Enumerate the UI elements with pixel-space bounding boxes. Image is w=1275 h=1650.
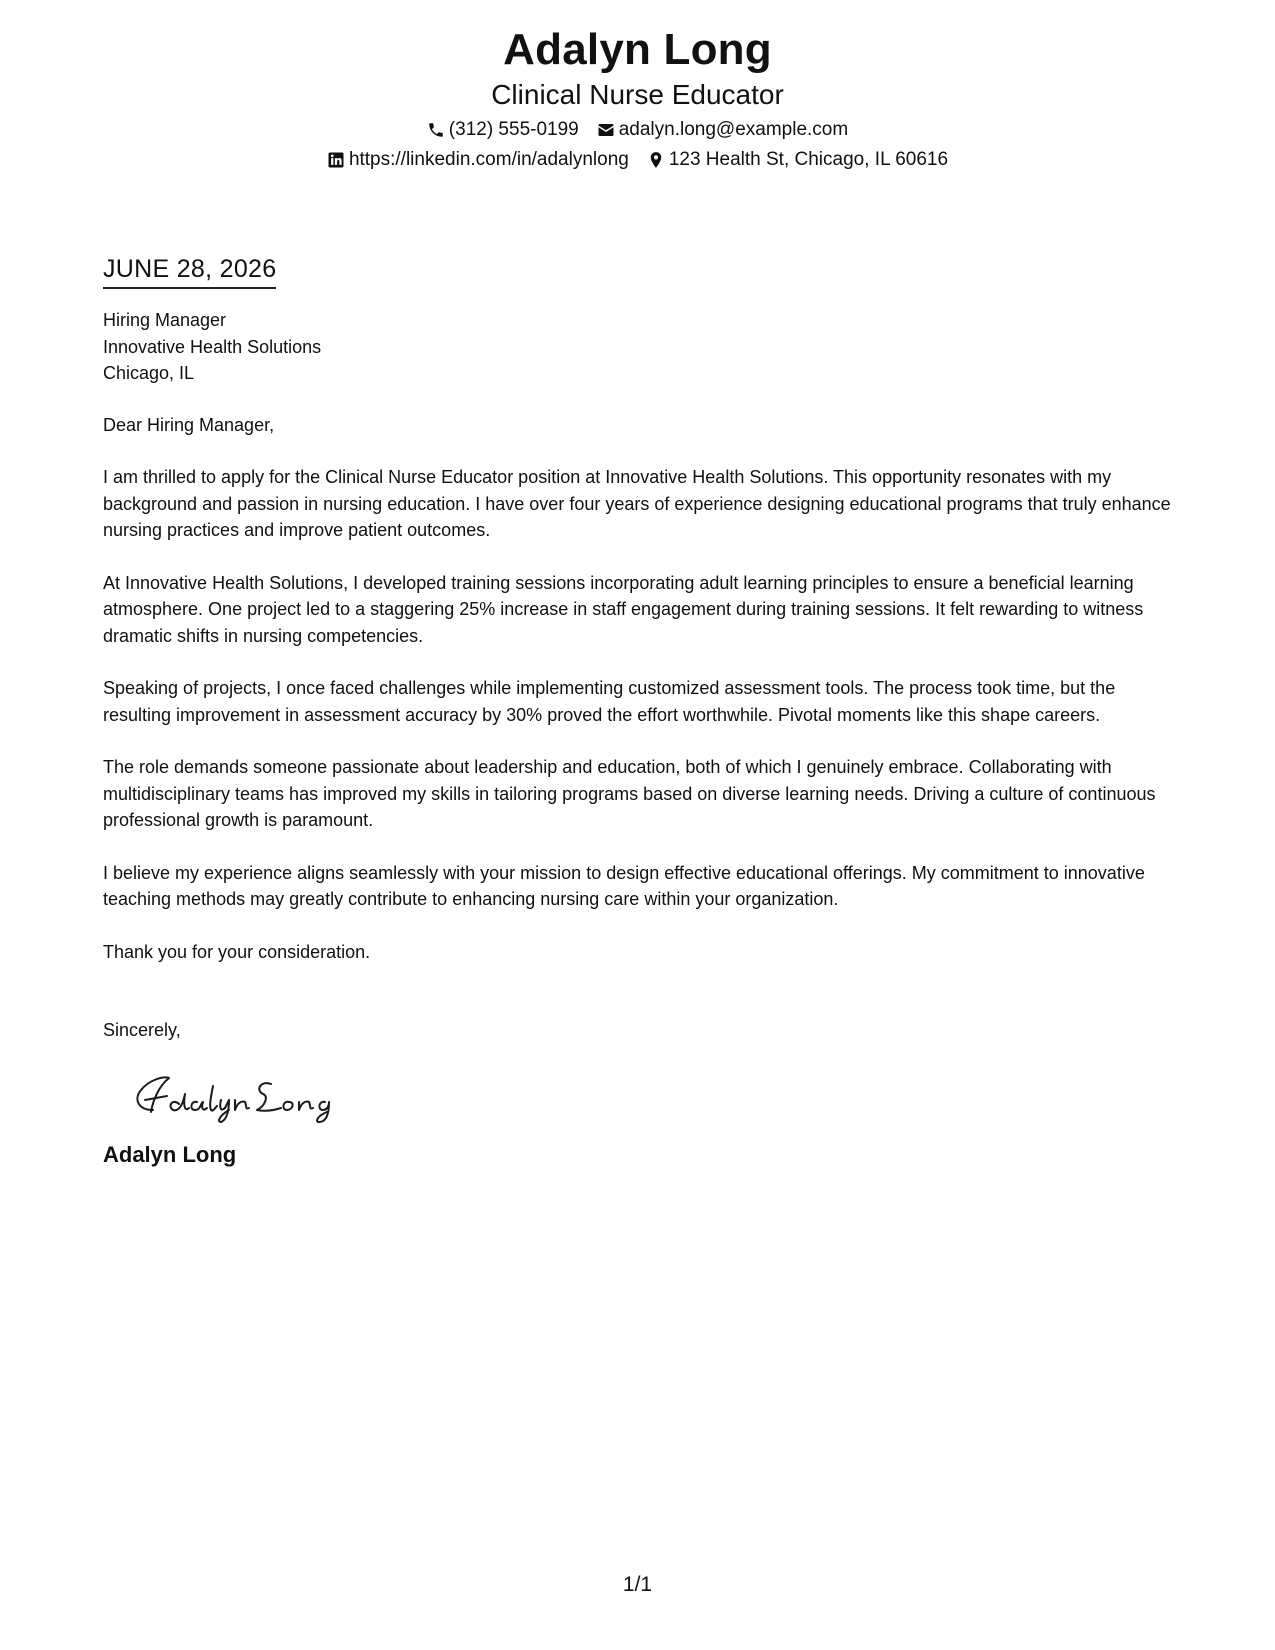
contact-email bbox=[597, 115, 848, 145]
body-paragraph: At Innovative Health Solutions, I developed training sessions incorporating adult learning principles to ensure a beneficial learning atmosphere. One project led to a staggering 25% increase in staff engagement during training sessions. It felt rewarding to witness dramatic shifts in nursing competencies. bbox=[103, 572, 1144, 646]
contact-phone bbox=[427, 115, 579, 145]
body-paragraph: I am thrilled to apply for the Clinical Nurse Educator position at Innovative Health Solutions. This opportunity resonates with my background and passion in nursing education. I have over four years of experience designing educational programs that truly enhance nursing practices and improve patient outcomes. bbox=[103, 467, 1171, 540]
phone-icon bbox=[427, 121, 445, 139]
recipient-block bbox=[103, 307, 1173, 387]
map-pin-icon bbox=[647, 151, 665, 169]
contact-linkedin bbox=[327, 145, 629, 175]
phone-number: (312) 555-0199 bbox=[448, 119, 579, 140]
linkedin-url[interactable]: https://linkedin.com/in/adalynlong bbox=[348, 149, 629, 170]
body-paragraph: Speaking of projects, I once faced challenges while implementing customized assessment tools. The process took time, but the resulting improvement in assessment accuracy by 30% proved the effort worthwhile. Pivotal moments like this shape careers. bbox=[103, 678, 1116, 725]
body-paragraph: The role demands someone passionate about leadership and education, both of which I genuinely embrace. Collaborating with multidisciplinary teams has improved my skills in tailoring programs based on diverse learning needs. Driving a culture of continuous professional growth is paramount. bbox=[103, 757, 1156, 830]
letter-body bbox=[103, 252, 1173, 1170]
letter-date: JUNE 28, 2026 bbox=[103, 252, 276, 289]
signer-name: Adalyn Long bbox=[103, 1141, 237, 1167]
linkedin-icon bbox=[327, 151, 345, 169]
handwritten-signature bbox=[129, 1066, 349, 1126]
applicant-name: Adalyn Long bbox=[503, 25, 772, 74]
body-paragraph: I believe my experience aligns seamlessly with your mission to design effective educational offerings. My commitment to innovative teaching methods may greatly contribute to enhancing nursing care within your organization. bbox=[103, 862, 1145, 909]
recipient-line: Hiring Manager bbox=[103, 310, 227, 330]
street-address: 123 Health St, Chicago, IL 60616 bbox=[668, 149, 949, 170]
salutation: Dear Hiring Manager, bbox=[103, 414, 275, 435]
envelope-icon bbox=[597, 121, 615, 139]
email-address[interactable]: adalyn.long@example.com bbox=[618, 119, 849, 140]
contact-row-primary bbox=[0, 115, 1275, 145]
letter-header bbox=[0, 22, 1275, 175]
applicant-title: Clinical Nurse Educator bbox=[491, 79, 784, 110]
recipient-line: Chicago, IL bbox=[103, 363, 195, 383]
contact-address bbox=[647, 145, 948, 175]
closing-line: Sincerely, bbox=[103, 1020, 181, 1040]
page-number: 1/1 bbox=[622, 1573, 653, 1596]
recipient-line: Innovative Health Solutions bbox=[103, 336, 322, 357]
thank-you-line: Thank you for your consideration. bbox=[103, 941, 371, 962]
contact-row-secondary bbox=[0, 145, 1275, 175]
